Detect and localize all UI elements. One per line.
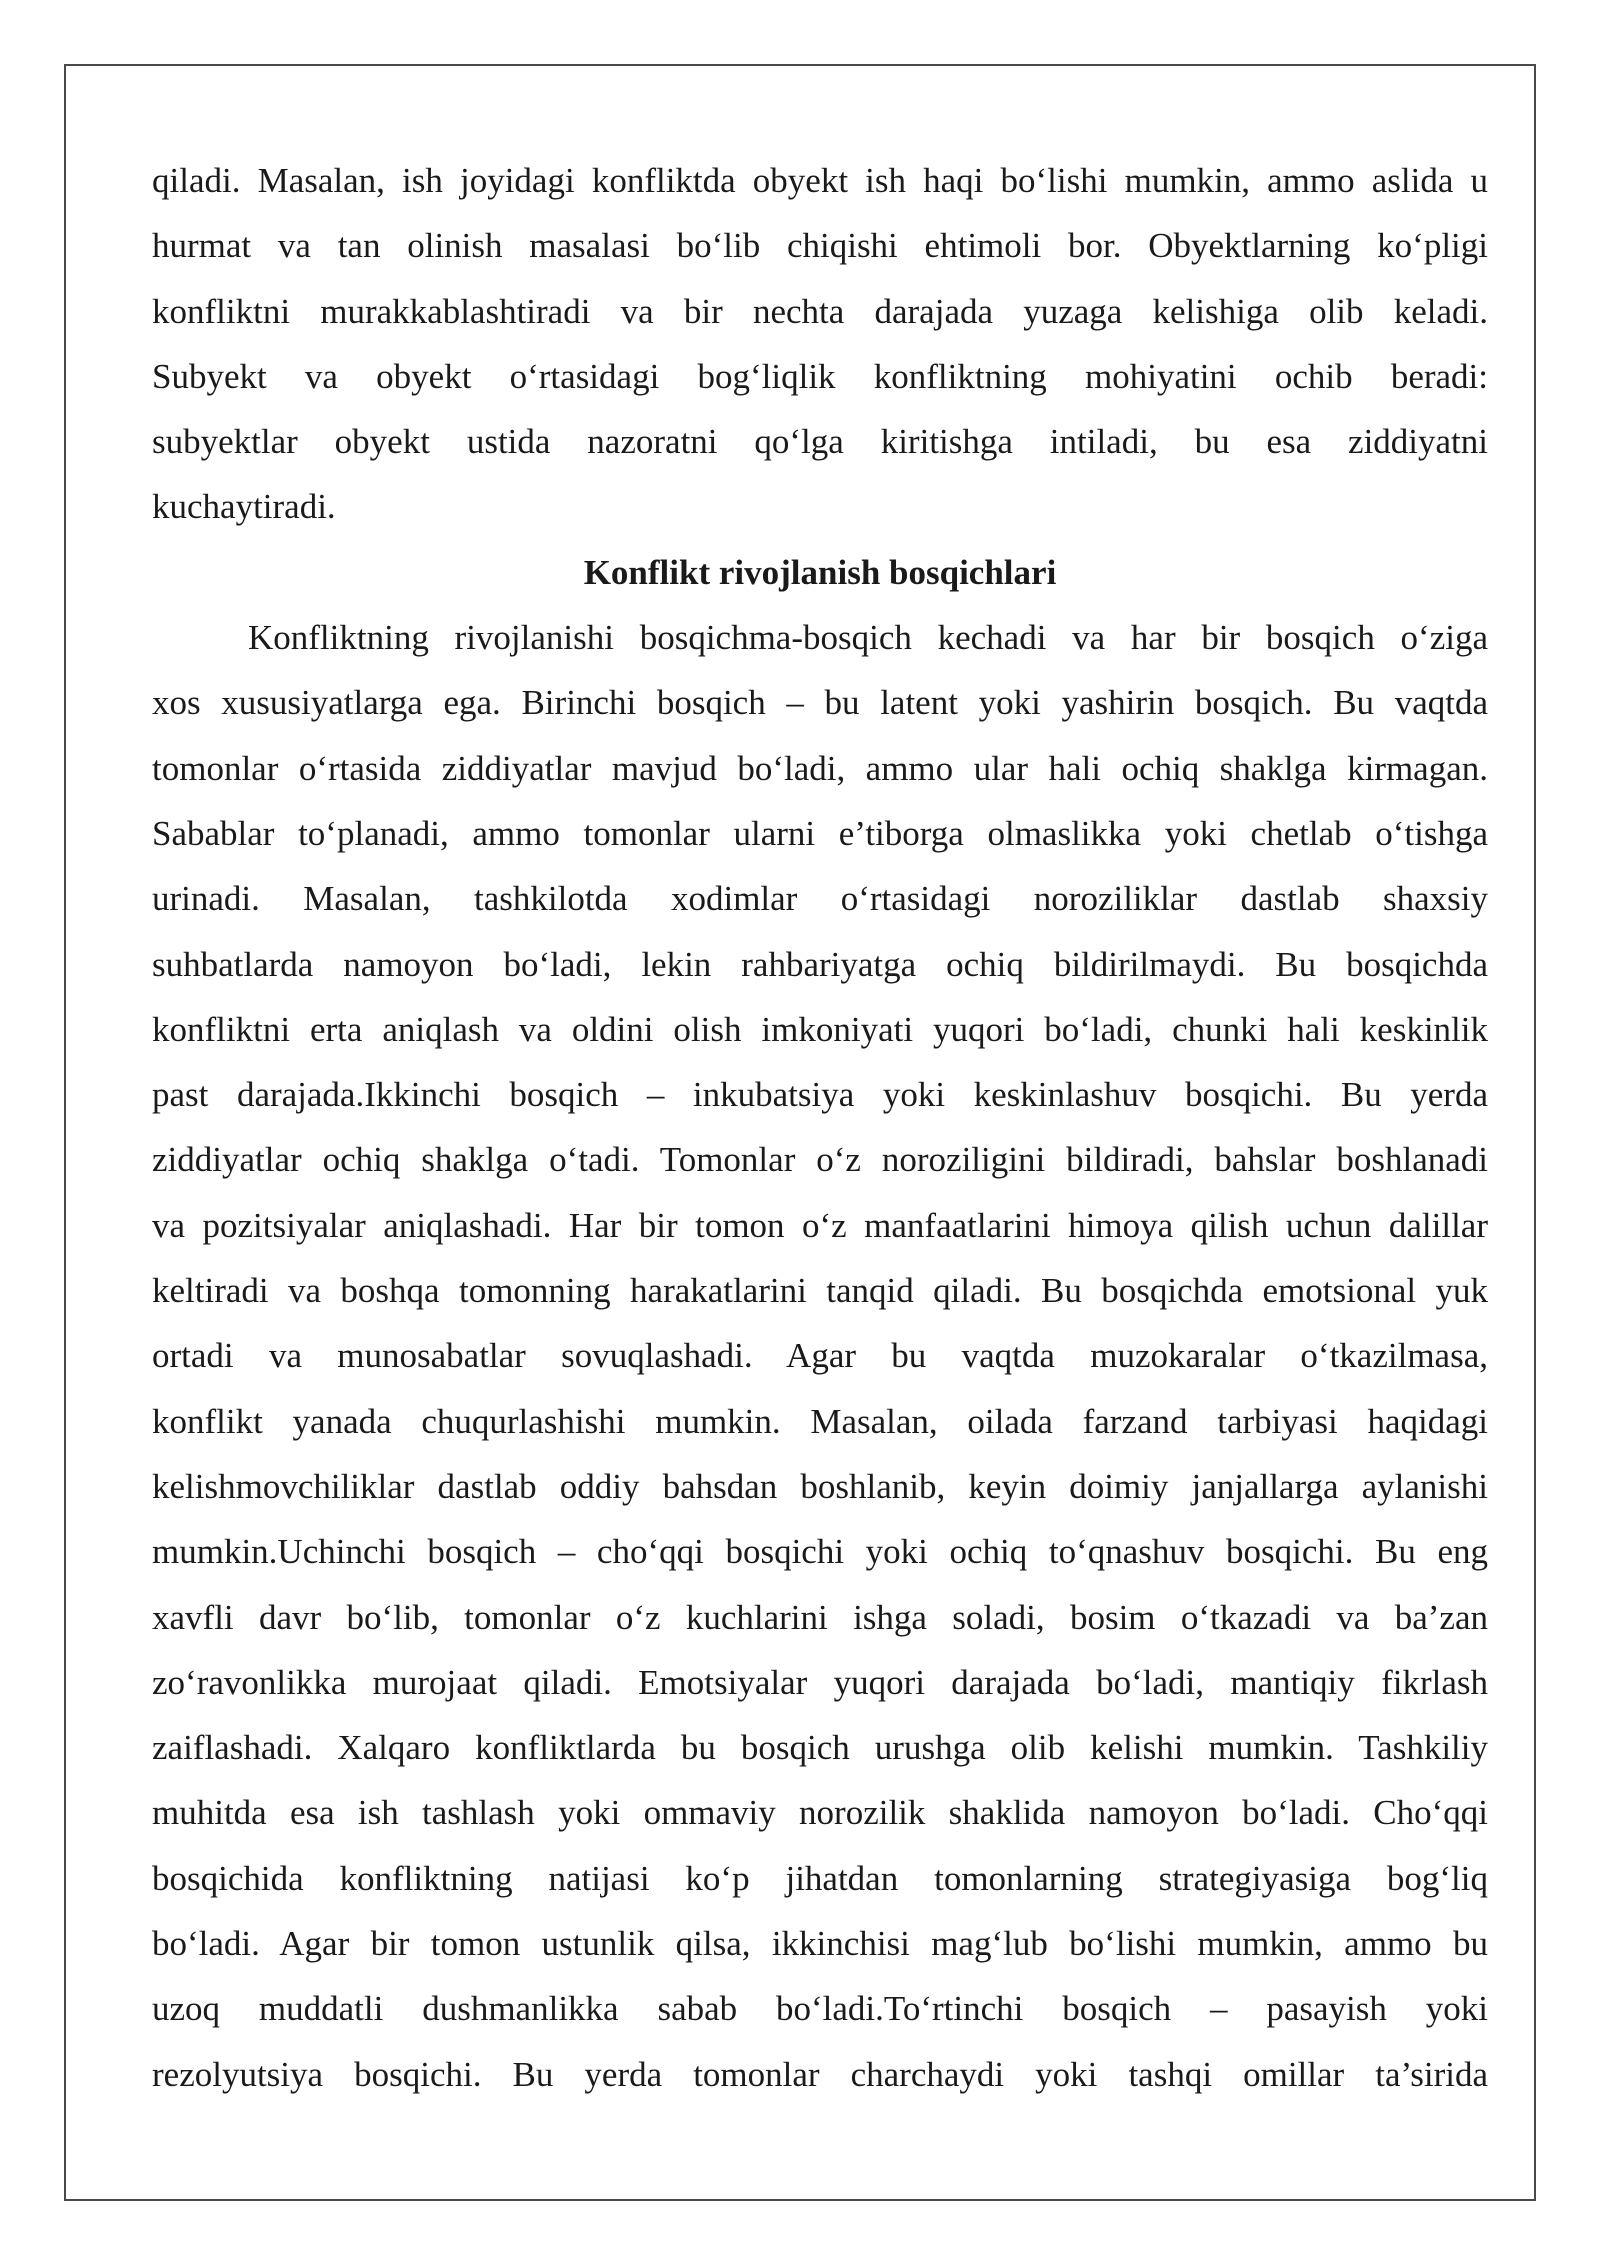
paragraph-main — [152, 605, 1488, 2107]
text-line: ortadi va munosabatlar sovuqlashadi. Agar bu vaqtda muzokaralar o‘tkazilmasa, — [152, 1336, 1488, 1376]
text-line: va pozitsiyalar aniqlashadi. Har bir tomon o‘z manfaatlarini himoya qilish uchun dalillar — [152, 1205, 1488, 1245]
text-line: bosqichida konfliktning natijasi ko‘p jihatdan tomonlarning strategiyasiga bog‘liq — [152, 1858, 1488, 1898]
text-line: xos xususiyatlarga ega. Birinchi bosqich – bu latent yoki yashirin bosqich. Bu vaqtda — [152, 683, 1488, 723]
text-line: konfliktni erta aniqlash va oldini olish imkoniyati yuqori bo‘ladi, chunki hali keskinlik — [152, 1009, 1488, 1049]
text-line: kelishmovchiliklar dastlab oddiy bahsdan boshlanib, keyin doimiy janjallarga aylanishi — [152, 1466, 1488, 1506]
text-line: Sabablar to‘planadi, ammo tomonlar ularni e’tiborga olmaslikka yoki chetlab o‘tishga — [152, 813, 1488, 853]
text-line: keltiradi va boshqa tomonning harakatlarini tanqid qiladi. Bu bosqichda emotsional yuk — [152, 1271, 1488, 1311]
text-line: bo‘ladi. Agar bir tomon ustunlik qilsa, ikkinchisi mag‘lub bo‘lishi mumkin, ammo bu — [152, 1924, 1488, 1964]
text-line: Konfliktning rivojlanishi bosqichma-bosqich kechadi va har bir bosqich o‘ziga — [248, 618, 1488, 658]
text-line: zo‘ravonlikka murojaat qiladi. Emotsiyalar yuqori darajada bo‘ladi, mantiqiy fikrlash — [152, 1662, 1488, 1702]
text-line: suhbatlarda namoyon bo‘ladi, lekin rahbariyatga ochiq bildirilmaydi. Bu bosqichda — [152, 944, 1488, 984]
text-line: konfliktni murakkablashtiradi va bir nechta darajada yuzaga kelishiga olib keladi. — [152, 291, 1488, 331]
text-line: ziddiyatlar ochiq shaklga o‘tadi. Tomonlar o‘z noroziligini bildiradi, bahslar boshlanadi — [152, 1140, 1488, 1180]
section-heading: Konflikt rivojlanish bosqichlari — [583, 552, 1057, 592]
text-line: xavfli davr bo‘lib, tomonlar o‘z kuchlarini ishga soladi, bosim o‘tkazadi va ba’zan — [152, 1597, 1488, 1637]
text-line: tomonlar o‘rtasida ziddiyatlar mavjud bo‘ladi, ammo ular hali ochiq shaklga kirmagan. — [152, 748, 1488, 788]
text-line: zaiflashadi. Xalqaro konfliktlarda bu bosqich urushga olib kelishi mumkin. Tashkiliy — [152, 1728, 1488, 1768]
text-line: hurmat va tan olinish masalasi bo‘lib chiqishi ehtimoli bor. Obyektlarning ko‘pligi — [152, 226, 1488, 266]
text-line: urinadi. Masalan, tashkilotda xodimlar o‘rtasidagi noroziliklar dastlab shaxsiy — [152, 879, 1488, 919]
text-line: muhitda esa ish tashlash yoki ommaviy norozilik shaklida namoyon bo‘ladi. Cho‘qqi — [152, 1793, 1488, 1833]
text-line: rezolyutsiya bosqichi. Bu yerda tomonlar charchaydi yoki tashqi omillar ta’sirida — [152, 2054, 1488, 2094]
text-line: Subyekt va obyekt o‘rtasidagi bog‘liqlik konfliktning mohiyatini ochib beradi: — [152, 356, 1488, 396]
text-line: konflikt yanada chuqurlashishi mumkin. Masalan, oilada farzand tarbiyasi haqidagi — [152, 1401, 1488, 1441]
document-body — [152, 148, 1488, 2107]
paragraph-intro — [152, 148, 1488, 540]
text-line: kuchaytiradi. — [152, 487, 336, 527]
text-line: past darajada.Ikkinchi bosqich – inkubatsiya yoki keskinlashuv bosqichi. Bu yerda — [152, 1075, 1488, 1115]
text-line: mumkin.Uchinchi bosqich – cho‘qqi bosqichi yoki ochiq to‘qnashuv bosqichi. Bu eng — [152, 1532, 1488, 1572]
text-line: subyektlar obyekt ustida nazoratni qo‘lga kiritishga intiladi, bu esa ziddiyatni — [152, 422, 1488, 462]
text-line: uzoq muddatli dushmanlikka sabab bo‘ladi.To‘rtinchi bosqich – pasayish yoki — [152, 1989, 1488, 2029]
text-line: qiladi. Masalan, ish joyidagi konfliktda obyekt ish haqi bo‘lishi mumkin, ammo aslida u — [152, 161, 1488, 200]
